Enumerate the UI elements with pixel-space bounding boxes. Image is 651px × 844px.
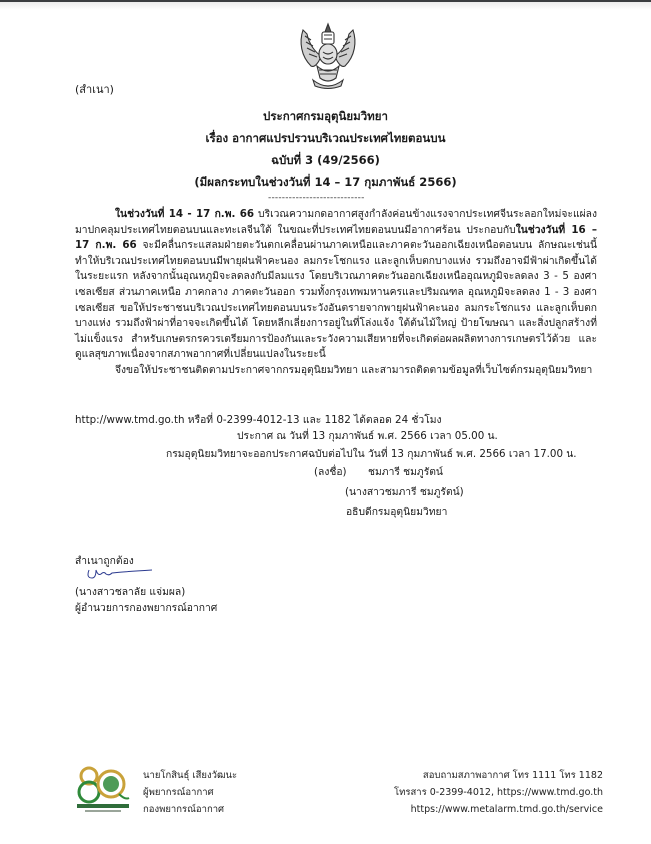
certifier-name: (นางสาวชลาลัย แจ่มผล) [75, 586, 186, 598]
heading-effect-period: (มีผลกระทบในช่วงวันที่ 14 – 17 กุมภาพันธ์ 2566) [194, 175, 457, 189]
divider: ---------------------------- [268, 193, 365, 203]
signed-label: (ลงชื่อ) [314, 466, 347, 478]
paragraph-follow-up: จึงขอให้ประชาชนติดตามประกาศจากกรมอุตุนิยมวิทยา และสามารถติดตามข้อมูลที่เว็บไซต์กรมอุตุนิยมวิทยา [115, 363, 593, 376]
copy-label: (สำเนา) [75, 83, 114, 96]
paragraph-forecast [75, 207, 597, 363]
forecaster-division: กองพยากรณ์อากาศ [143, 804, 225, 815]
forecast-text-a: บริเวณความกดอากาศสูงกำลังค่อนข้างแรงจากประเทศจีนระลอกใหม่จะแผ่ลงมาปกคลุมประเทศไทยตอนบนและทะเลจีนใต้ ในขณะที่ประเทศไทยตอนบนมีอากาศร้อน ประกอบกับ [75, 208, 597, 236]
certified-copy-label: สำเนาถูกต้อง [75, 555, 134, 567]
department-80th-anniversary-logo-icon [75, 764, 131, 814]
garuda-emblem-icon [297, 22, 359, 90]
issued-datetime: ประกาศ ณ วันที่ 13 กุมภาพันธ์ พ.ศ. 2566 เวลา 05.00 น. [237, 430, 498, 442]
heading-issue-number: ฉบับที่ 3 (49/2566) [271, 153, 380, 167]
announcement-body [75, 207, 597, 379]
handwritten-signature-icon [85, 566, 155, 580]
bold-period-1: ในช่วงวันที่ 14 - 17 ก.พ. 66 [115, 208, 255, 220]
forecaster-role: ผู้พยากรณ์อากาศ [143, 787, 214, 798]
footer-contact [394, 767, 603, 818]
signatory-full-name: (นางสาวชมภารี ชมภูรัตน์) [345, 486, 464, 498]
contact-line: http://www.tmd.go.th หรือที่ 0-2399-4012-13 และ 1182 ได้ตลอด 24 ชั่วโมง [75, 414, 442, 426]
footer-hotline: สอบถามสภาพอากาศ โทร 1111 โทร 1182 [422, 770, 603, 781]
top-shadow [0, 2, 651, 10]
forecaster-name: นายโกสินธุ์ เสียงวัฒนะ [143, 770, 238, 781]
forecast-text-b: จะมีคลื่นกระแสลมฝ่ายตะวันตกเคลื่อนผ่านภาคเหนือและภาคตะวันออกเฉียงเหนือตอนบน ลักษณะเช่นนี้ทำให้บริเวณประเทศไทยตอนบนมีพายุฝนฟ้าคะนอง ลมกระโชกแรง และลูกเห็บตกบางแห่ง รวมถึงอาจมีฟ้าผ่าเกิดขึ้นได้ในระยะแรก หลังจากนั้นอุณหภูมิจะลดลงกับมีลมแรง โดยบริเวณภาคตะวันออกเฉียงเหนืออุณหภูมิจะลดลง 3 - 5 องศาเซลเซียส ส่วนภาคเหนือ ภาคกลาง ภาคตะวันออก รวมทั้งกรุงเทพมหานครและปริมณฑล อุณหภูมิจะลดลง 1 - 3 องศาเซลเซียส ขอให้ประชาชนบริเวณประเทศไทยตอนบนระวังอันตรายจากพายุฝนฟ้าคะนอง ลมกระโชกแรง และลูกเห็บตกบางแห่ง รวมถึงฟ้าผ่าที่อาจจะเกิดขึ้นได้ โดยหลีกเลี่ยงการอยู่ในที่โล่งแจ้ง ใต้ต้นไม้ใหญ่ ป้ายโฆษณา และสิ่งปลูกสร้างที่ไม่แข็งแรง สำหรับเกษตรกรควรเตรียมการป้องกันและระวังความเสียหายที่จะเกิดต่อผลผลิตทางการเกษตรไว้ด้วย และดูแลสุขภาพเนื่องจากสภาพอากาศที่เปลี่ยนแปลงในระยะนี้ [75, 239, 597, 361]
certifier-title: ผู้อำนวยการกองพยากรณ์อากาศ [75, 602, 218, 614]
certification-block [75, 553, 217, 616]
footer-forecaster [143, 767, 237, 818]
signed-name: ชมภารี ชมภูรัตน์ [368, 466, 443, 478]
signatory-title: อธิบดีกรมอุตุนิยมวิทยา [346, 506, 448, 518]
footer-metalarm-link[interactable]: https://www.metalarm.tmd.go.th/service [410, 804, 603, 815]
footer-fax-website[interactable]: โทรสาร 0-2399-4012, https://www.tmd.go.th [394, 787, 603, 798]
heading-subject: เรื่อง อากาศแปรปรวนบริเวณประเทศไทยตอนบน [205, 131, 446, 145]
heading-org: ประกาศกรมอุตุนิยมวิทยา [263, 109, 388, 123]
bold-period-2: ในช่วงวันที่ 16 – 17 ก.พ. 66 [75, 223, 597, 252]
announcement-heading [0, 105, 651, 193]
next-issue-datetime: กรมอุตุนิยมวิทยาจะออกประกาศฉบับต่อไปใน วันที่ 13 กุมภาพันธ์ พ.ศ. 2566 เวลา 17.00 น. [166, 448, 577, 460]
